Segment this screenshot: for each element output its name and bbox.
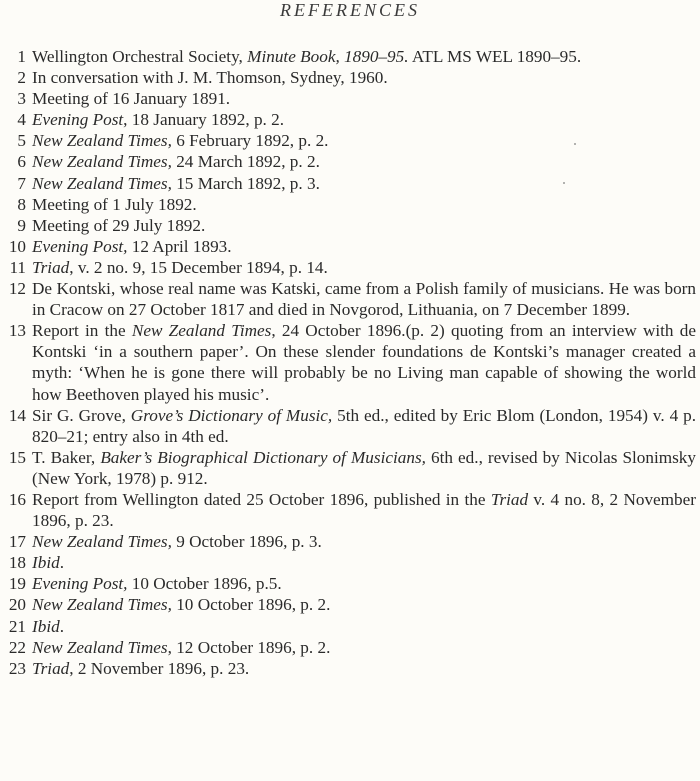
reference-number: 21 [8,616,26,636]
reference-text: Report from Wellington dated 25 October 1896, published in the [32,489,491,509]
reference-italic-text: New Zealand Times, [32,152,172,172]
reference-number: 9 [17,215,26,235]
reference-item [0,531,700,552]
reference-text: De Kontski, whose real name was Katski, came from a Polish family of musicians. He was born in Cracow on 27 October 1817 and died in Novgorod, Lithuania, on 7 December 1899. [32,279,696,320]
reference-number: 23 [8,658,26,678]
reference-number: 5 [17,131,26,151]
reference-item [0,552,700,573]
reference-text: Wellington Orchestral Society, [32,47,248,66]
reference-text: 6 February 1892, p. 2. [171,131,329,151]
reference-number: 16 [8,489,26,509]
reference-italic-text: New Zealand Times, [32,532,172,552]
reference-text: Report in the [32,321,132,341]
reference-text: v. 4 no. 8, 2 November 1896, p. 23. [32,489,696,531]
reference-number: 8 [17,194,26,214]
reference-number: 10 [8,236,26,256]
reference-text: Sir G. Grove, [32,405,131,425]
reference-text: . [59,553,64,573]
reference-item [0,320,700,404]
reference-number: 13 [8,321,26,341]
reference-italic-text: Ibid [32,616,60,636]
reference-item [0,194,700,215]
reference-number: 6 [17,152,26,172]
reference-italic-text: Triad [32,658,70,678]
reference-number: 22 [8,637,26,657]
reference-text: 9 October 1896, p. 3. [171,532,322,552]
reference-item [0,130,700,151]
reference-italic-text: Minute Book, 1890–95. [247,47,409,66]
reference-item [0,173,700,194]
reference-italic-text: New Zealand Times, [32,173,172,193]
reference-italic-text: Evening Post, [32,236,128,256]
reference-text: In conversation with J. M. Thomson, Sydney, 1960. [32,68,388,88]
reference-item [0,215,700,236]
reference-text: , 2 November 1896, p. 23. [69,658,250,678]
reference-italic-text: Grove’s Dictionary of Music, [130,405,333,425]
reference-item [0,109,700,130]
reference-italic-text: Triad [490,489,529,509]
reference-item [0,573,700,594]
reference-text: , 18 January 1892, p. 2. [123,110,285,130]
reference-item [0,616,700,637]
reference-number: 18 [8,553,26,573]
reference-text: 6th ed., revised by Nicolas Slonimsky (New York, 1978) p. 912. [32,447,696,488]
reference-text: 24 March 1892, p. 2. [171,152,320,172]
reference-number: 12 [8,279,26,299]
reference-text: T. Baker, [32,447,101,467]
reference-italic-text: New Zealand Times, [32,131,172,151]
reference-italic-text: Triad [32,257,70,277]
reference-number: 17 [8,532,26,552]
reference-item [0,447,700,489]
reference-number: 20 [8,595,26,615]
reference-text: 10 October 1896, p.5. [127,574,282,594]
reference-text: , v. 2 no. 9, 15 December 1894, p. 14. [69,257,328,277]
reference-italic-text: Ibid [32,553,60,573]
reference-text: 15 March 1892, p. 3. [171,173,320,193]
reference-text: Meeting of 16 January 1891. [32,89,231,109]
reference-text: Meeting of 29 July 1892. [32,215,206,235]
reference-italic-text: Evening Post, [32,574,128,594]
reference-item [0,278,700,320]
reference-number: 7 [17,173,26,193]
reference-number: 2 [17,68,26,88]
reference-item [0,236,700,257]
reference-text: Meeting of 1 July 1892. [32,194,197,214]
reference-number: 4 [17,110,26,130]
reference-text: , 24 October 1896.(p. 2) quoting from an interview with de Kontski ‘in a southern paper’. On these slender foundations de Kontski’s manager created a myth: ‘When he is gone there will probably be no Living man capable of showing the world how Beethoven played his music’. [32,321,696,404]
reference-italic-text: New Zealand Times [131,321,272,341]
reference-number: 19 [8,574,26,594]
reference-text: 10 October 1896, p. 2. [171,595,331,615]
reference-italic-text: New Zealand Times [32,637,168,657]
reference-number: 3 [17,89,26,109]
reference-text: , 12 October 1896, p. 2. [167,637,331,657]
speck [574,143,576,145]
reference-item [0,489,700,531]
page-title: REFERENCES [280,0,420,20]
reference-text: 5th ed., edited by Eric Blom (London, 1954) v. 4 p. 820–21; entry also in 4th ed. [32,405,696,446]
reference-number: 1 [17,47,26,66]
reference-number: 15 [8,447,26,467]
reference-text: 12 April 1893. [127,236,232,256]
reference-item [0,405,700,447]
reference-item [0,658,700,679]
reference-italic-text: Evening Post [32,110,124,130]
reference-number: 14 [8,405,26,425]
reference-text: ATL MS WEL 1890–95. [408,47,582,66]
reference-item [0,46,700,67]
reference-item [0,594,700,615]
reference-text: . [59,616,64,636]
reference-italic-text: New Zealand Times, [32,595,172,615]
reference-item [0,151,700,172]
reference-item [0,88,700,109]
reference-italic-text: Baker’s Biographical Dictionary of Musicians, [100,447,426,467]
reference-number: 11 [9,257,26,277]
reference-item [0,637,700,658]
reference-item [0,257,700,278]
references-list [0,46,700,679]
speck [563,182,565,184]
reference-item [0,67,700,88]
